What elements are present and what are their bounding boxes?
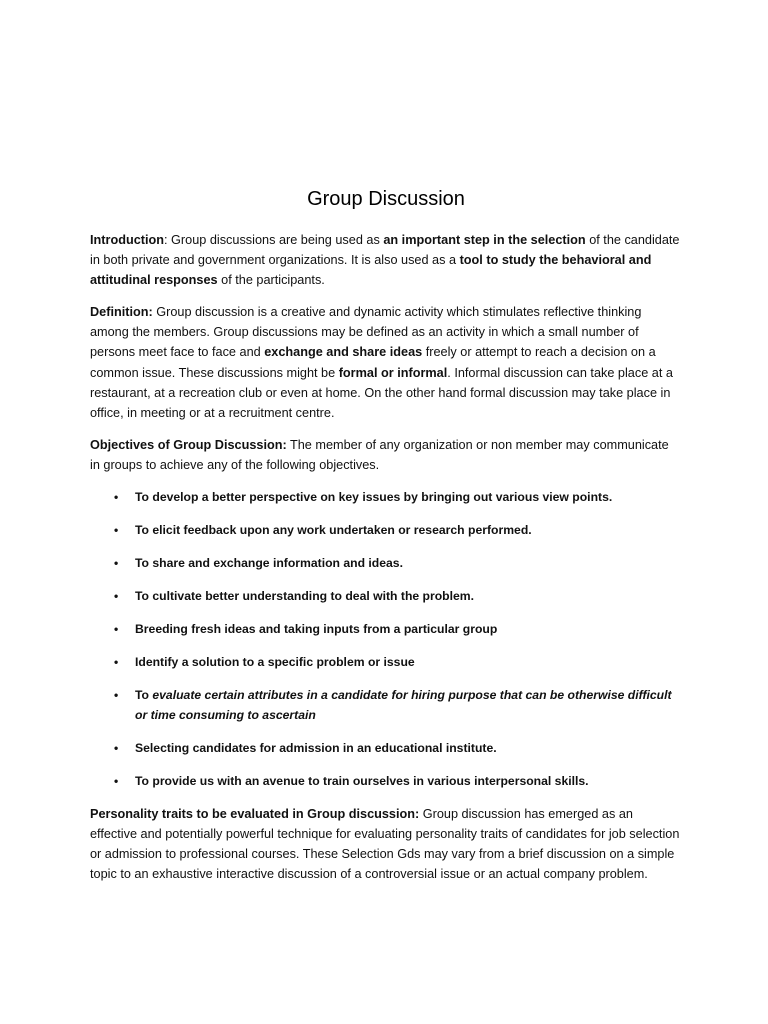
list-item: • To elicit feedback upon any work undertaken or research performed. — [90, 520, 682, 540]
personality-paragraph — [90, 804, 682, 884]
objectives-label: Objectives of Group Discussion: — [90, 437, 287, 452]
list-item: • Breeding fresh ideas and taking inputs from a particular group — [90, 619, 682, 639]
personality-label: Personality traits to be evaluated in Group discussion: — [90, 807, 420, 822]
bullet-icon: • — [114, 655, 119, 670]
definition-bold-1: exchange and share ideas — [264, 345, 423, 360]
definition-bold-2: formal or informal — [338, 365, 448, 380]
list-item: • Selecting candidates for admission in an educational institute. — [90, 738, 682, 758]
bullet-icon: • — [114, 523, 119, 538]
document-page — [90, 184, 682, 896]
bullet-icon: • — [114, 774, 119, 789]
list-item: • Identify a solution to a specific problem or issue — [90, 652, 682, 672]
bullet-icon: • — [114, 490, 119, 505]
intro-paragraph — [90, 230, 682, 290]
objectives-paragraph — [90, 435, 682, 475]
definition-text-2: freely or attempt to reach a decision on a common issue. These discussions might be — [90, 345, 656, 380]
intro-text-2: of the candidate in both private and government organizations. It is also used as a — [90, 233, 680, 268]
bullet-icon: • — [114, 556, 119, 571]
list-item: • To evaluate certain attributes in a candidate for hiring purpose that can be otherwise difficult or time consuming to ascertain — [90, 685, 682, 725]
definition-label: Definition: — [90, 305, 153, 320]
bullet-icon: • — [114, 688, 119, 703]
intro-label: Introduction — [90, 233, 164, 247]
list-item: • To cultivate better understanding to deal with the problem. — [90, 586, 682, 606]
bullet-icon: • — [114, 741, 119, 756]
definition-text-1: Group discussion is a creative and dynamic activity which stimulates reflective thinking among the members. Group discussions may be defined as an activity in which a small number of persons meet face to face and — [90, 305, 642, 360]
page-title: Group Discussion — [307, 188, 465, 210]
definition-text-3: . Informal discussion can take place at a restaurant, at a recreation club or even at home. On the other hand formal discussion may take place in office, in meeting or at a recruitment centre. — [90, 365, 673, 420]
intro-text-1: : Group discussions are being used as — [164, 233, 384, 247]
list-item: • To provide us with an avenue to train ourselves in various interpersonal skills. — [90, 771, 682, 791]
bullet-icon: • — [114, 589, 119, 604]
objectives-text: The member of any organization or non member may communicate in groups to achieve any of the following objectives. — [90, 437, 669, 472]
intro-bold-2: tool to study the behavioral and attitudinal responses — [90, 253, 652, 288]
definition-paragraph — [90, 302, 682, 423]
bullet-icon: • — [114, 622, 119, 637]
intro-bold-1: an important step in the selection — [383, 233, 586, 247]
list-item: • To share and exchange information and ideas. — [90, 553, 682, 573]
personality-text: Group discussion has emerged as an effective and potentially powerful technique for evaluating personality traits of candidates for job selection or admission to professional courses. These Selection Gds may vary from a brief discussion on a simple topic to an exhaustive interactive discussion of a controversial issue or an actual company problem. — [90, 807, 680, 882]
intro-text-3: of the participants. — [217, 273, 325, 288]
list-item: • To develop a better perspective on key issues by bringing out various view points. — [90, 487, 682, 507]
list-item-italic: evaluate certain attributes in a candidate for hiring purpose that can be otherwise difficult or time consuming to ascertain — [135, 688, 672, 723]
objectives-list — [90, 487, 682, 791]
